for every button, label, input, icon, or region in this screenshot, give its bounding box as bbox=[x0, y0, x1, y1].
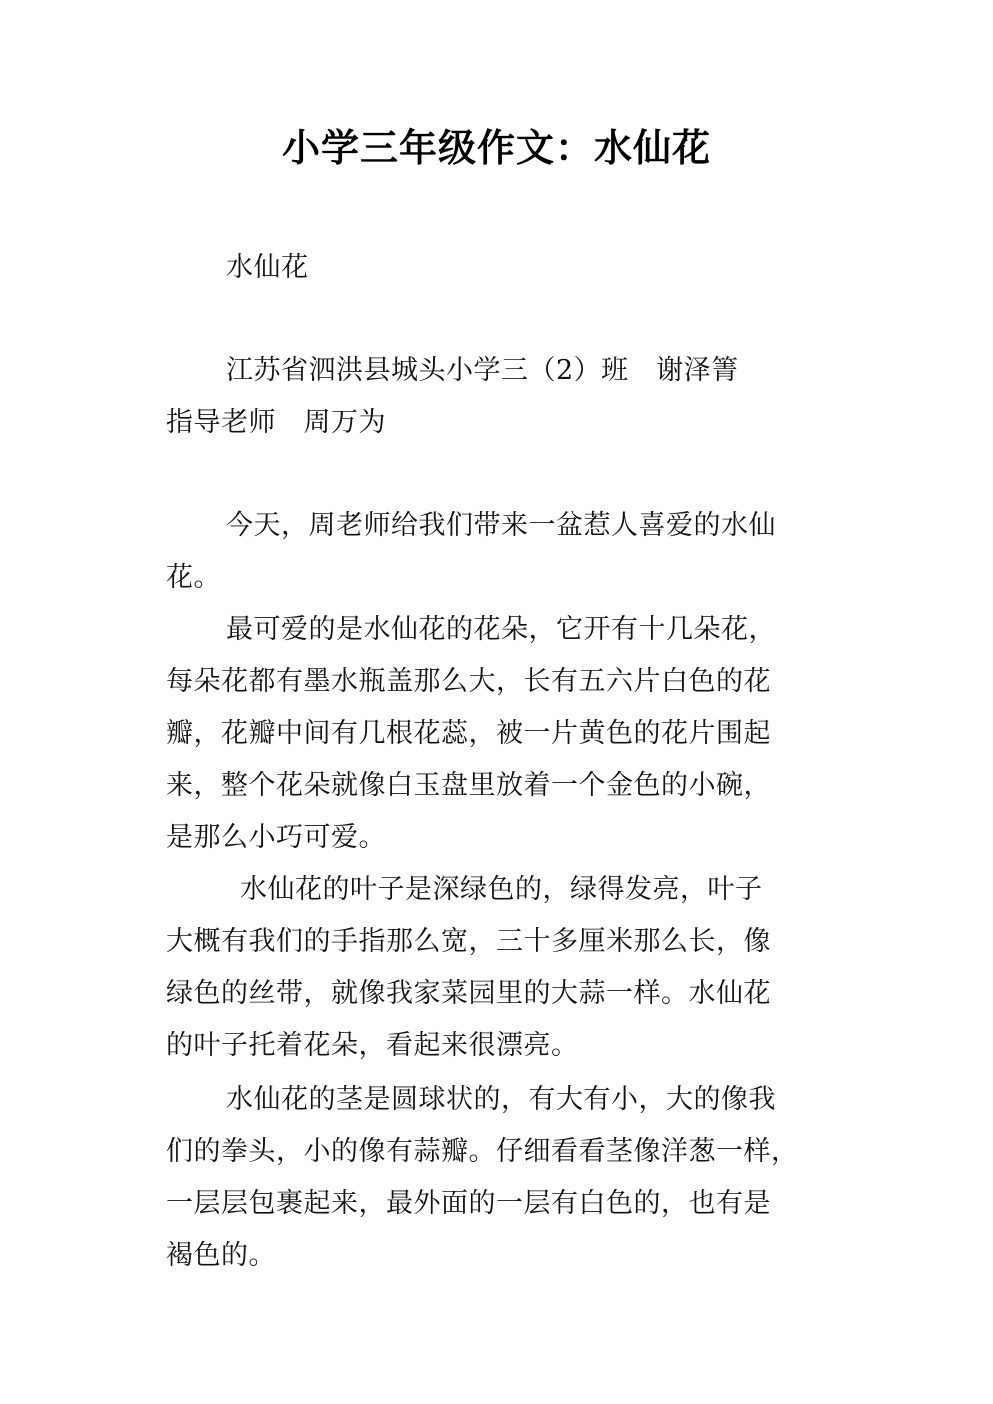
paragraph-line: 绿色的丝带，就像我家菜园里的大蒜一样。水仙花 bbox=[166, 978, 771, 1009]
paragraph-line: 褐色的。 bbox=[166, 1240, 276, 1271]
paragraph-line: 水仙花的叶子是深绿色的，绿得发亮，叶子 bbox=[240, 874, 763, 905]
paragraph-line: 瓣，花瓣中间有几根花蕊，被一片黄色的花片围起 bbox=[166, 718, 771, 749]
paragraph-line: 一层层包裹起来，最外面的一层有白色的，也有是 bbox=[166, 1188, 771, 1219]
paragraph-line: 们的拳头，小的像有蒜瓣。仔细看看茎像洋葱一样， bbox=[166, 1136, 799, 1167]
author-line: 江苏省泗洪县城头小学三（2）班 谢泽箐 bbox=[226, 355, 739, 386]
teacher-line: 指导老师 周万为 bbox=[166, 407, 386, 438]
paragraph-line: 大概有我们的手指那么宽，三十多厘米那么长，像 bbox=[166, 926, 771, 957]
paragraph-line: 的叶子托着花朵，看起来很漂亮。 bbox=[166, 1030, 579, 1061]
paragraph-line: 今天，周老师给我们带来一盆惹人喜爱的水仙 bbox=[226, 510, 776, 541]
paragraph-line: 是那么小巧可爱。 bbox=[166, 822, 386, 853]
essay-subtitle: 水仙花 bbox=[226, 252, 309, 283]
paragraph-line: 花。 bbox=[166, 562, 221, 593]
paragraph-line: 每朵花都有墨水瓶盖那么大，长有五六片白色的花 bbox=[166, 666, 771, 697]
document-title: 小学三年级作文：水仙花 bbox=[281, 126, 711, 170]
paragraph-line: 最可爱的是水仙花的花朵，它开有十几朵花， bbox=[226, 614, 776, 645]
paragraph-line: 来，整个花朵就像白玉盘里放着一个金色的小碗， bbox=[166, 770, 771, 801]
paragraph-line: 水仙花的茎是圆球状的，有大有小，大的像我 bbox=[226, 1084, 776, 1115]
